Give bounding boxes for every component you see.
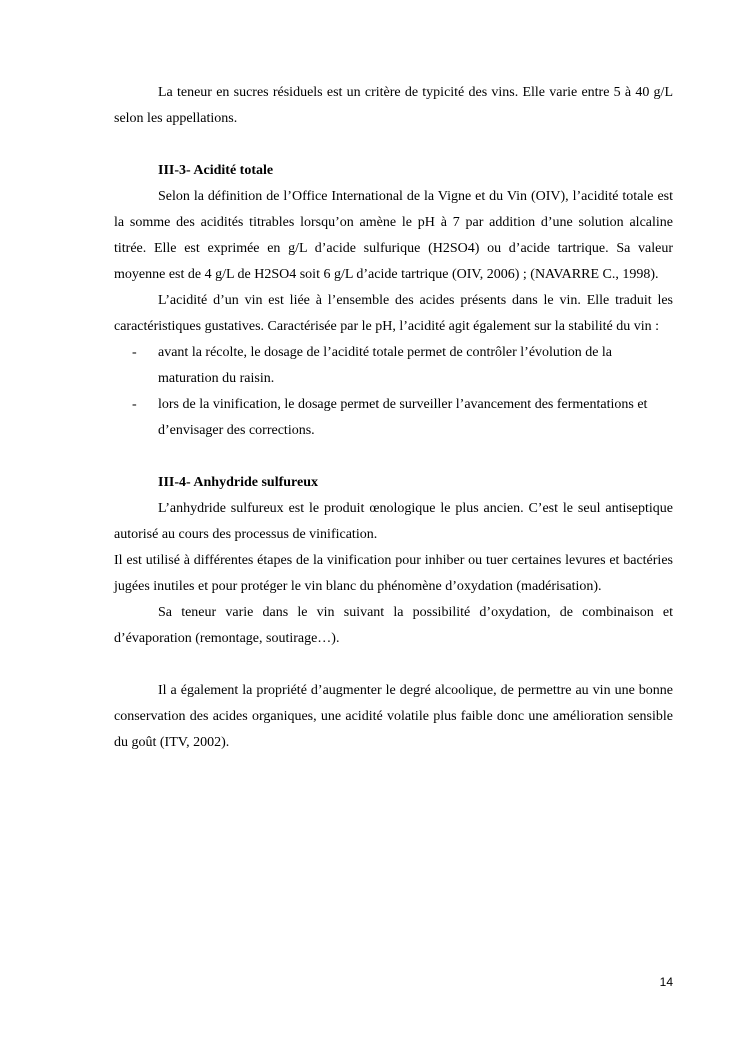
heading-anhydride-sulfureux: III-4- Anhydride sulfureux (158, 475, 319, 490)
paragraph-so2-intro: L’anhydride sulfureux est le produit œnologique le plus ancien. C’est le seul antiseptique autorisé au cours des processus de vinification. (114, 501, 673, 542)
paragraph-so2-properties: Il a également la propriété d’augmenter le degré alcoolique, de permettre au vin une bonne conservation des acides organiques, une acidité volatile plus faible donc une amélioration sensible du goût (ITV, 2002). (114, 683, 673, 750)
bullet-marker: - (132, 397, 137, 412)
paragraph-acidity-definition: Selon la définition de l’Office International de la Vigne et du Vin (OIV), l’acidité totale est la somme des acidités titrables lorsqu’on amène le pH à 7 par addition d’une solution alcaline titrée. Elle est exprimée en g/L d’acide sulfurique (H2SO4) ou d’acide tartrique. Sa valeur moyenne est de 4 g/L de H2SO4 soit 6 g/L d’acide tartrique (OIV, 2006) ; (NAVARRE C., 1998). (114, 189, 673, 282)
paragraph-acidity-role: L’acidité d’un vin est liée à l’ensemble des acides présents dans le vin. Elle traduit les caractéristiques gustatives. Caractérisée par le pH, l’acidité agit également sur la stabilité du vin : (114, 293, 673, 334)
paragraph-so2-usage: Il est utilisé à différentes étapes de la vinification pour inhiber ou tuer certaines levures et bactéries jugées inutiles et pour protéger le vin blanc du phénomène d’oxydation (madérisation). (114, 553, 673, 594)
paragraph-so2-content: Sa teneur varie dans le vin suivant la possibilité d’oxydation, de combinaison et d’évaporation (remontage, soutirage…). (114, 605, 673, 646)
list-item (114, 392, 673, 444)
page-number: 14 (659, 975, 673, 989)
bullet-marker: - (132, 345, 137, 360)
bullet-text: avant la récolte, le dosage de l’acidité totale permet de contrôler l’évolution de la maturation du raisin. (158, 345, 613, 386)
paragraph-sugar: La teneur en sucres résiduels est un critère de typicité des vins. Elle varie entre 5 à 40 g/L selon les appellations. (114, 85, 673, 126)
bullet-text: lors de la vinification, le dosage permet de surveiller l’avancement des fermentations et d’envisager des corrections. (158, 397, 648, 438)
heading-acidite-totale: III-3- Acidité totale (158, 163, 274, 178)
list-item (114, 340, 673, 392)
document-body (114, 80, 673, 756)
